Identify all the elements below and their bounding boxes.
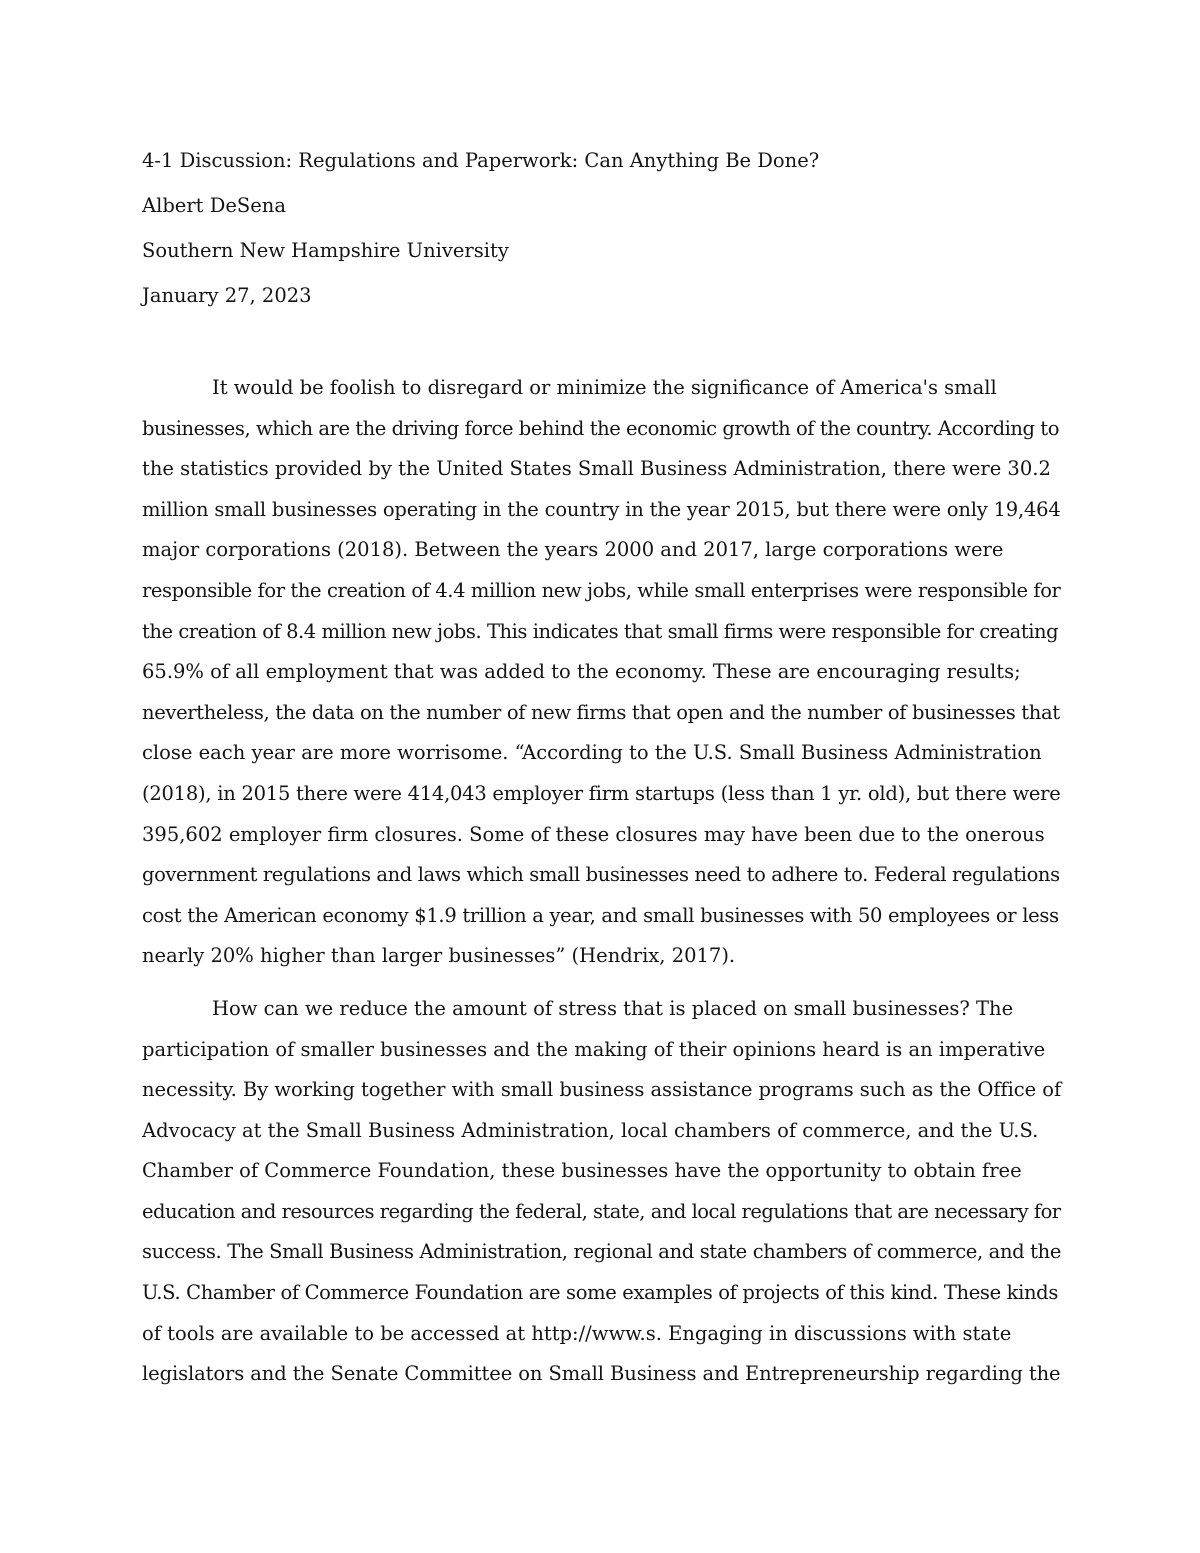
paragraph-line: Chamber of Commerce Foundation, these businesses have the opportunity to obtain free	[142, 1159, 1022, 1183]
paragraph-line: It would be foolish to disregard or minimize the significance of America's small	[212, 376, 997, 399]
paragraph-line: of tools are available to be accessed at http://www.s. Engaging in discussions with state	[142, 1321, 1012, 1345]
body-paragraph-2	[142, 989, 1062, 1395]
paragraph-line: (2018), in 2015 there were 414,043 employer firm startups (less than 1 yr. old), but there were	[142, 781, 1061, 805]
paragraph-line: responsible for the creation of 4.4 million new jobs, while small enterprises were responsible for	[142, 578, 1061, 602]
author-name: Albert DeSena	[142, 194, 286, 217]
paragraph-line: the creation of 8.4 million new jobs. This indicates that small firms were responsible for creating	[142, 619, 1059, 643]
paragraph-line: education and resources regarding the federal, state, and local regulations that are necessary for	[142, 1199, 1061, 1223]
institution-name: Southern New Hampshire University	[142, 239, 509, 262]
paragraph-line: cost the American economy $1.9 trillion a year, and small businesses with 50 employees or less	[142, 903, 1059, 927]
document-title: 4-1 Discussion: Regulations and Paperwork: Can Anything Be Done?	[142, 149, 820, 172]
paragraph-line: How can we reduce the amount of stress that is placed on small businesses? The	[212, 996, 1014, 1020]
paragraph-line: legislators and the Senate Committee on Small Business and Entrepreneurship regarding the	[142, 1362, 1061, 1386]
paragraph-line: Advocacy at the Small Business Administration, local chambers of commerce, and the U.S.	[142, 1118, 1039, 1142]
paragraph-line: U.S. Chamber of Commerce Foundation are some examples of projects of this kind. These kinds	[142, 1281, 1058, 1305]
header-spacer	[142, 318, 1062, 368]
paragraph-line: nevertheless, the data on the number of new firms that open and the number of businesses that	[142, 700, 1060, 724]
paragraph-line: the statistics provided by the United States Small Business Administration, there were 30.2	[142, 457, 1051, 481]
document-date: January 27, 2023	[142, 284, 312, 307]
body-paragraph-1	[142, 368, 1062, 977]
paragraph-line: close each year are more worrisome. “According to the U.S. Small Business Administration	[142, 741, 1042, 765]
paragraph-line: 65.9% of all employment that was added to the economy. These are encouraging results;	[142, 660, 1021, 684]
paragraph-line: necessity. By working together with small business assistance programs such as the Office of	[142, 1078, 1062, 1102]
paragraph-line: million small businesses operating in the country in the year 2015, but there were only 19,464	[142, 497, 1061, 521]
document-content	[142, 138, 1062, 1395]
paragraph-line: 395,602 employer firm closures. Some of these closures may have been due to the onerous	[142, 822, 1045, 846]
paragraph-line: businesses, which are the driving force behind the economic growth of the country. According to	[142, 416, 1059, 440]
paragraph-line: major corporations (2018). Between the years 2000 and 2017, large corporations were	[142, 538, 1004, 562]
paragraph-line: government regulations and laws which small businesses need to adhere to. Federal regulations	[142, 863, 1060, 887]
paragraph-line: success. The Small Business Administration, regional and state chambers of commerce, and the	[142, 1240, 1062, 1264]
paragraph-line: participation of smaller businesses and the making of their opinions heard is an imperative	[142, 1037, 1046, 1061]
paragraph-line: nearly 20% higher than larger businesses” (Hendrix, 2017).	[142, 944, 736, 968]
